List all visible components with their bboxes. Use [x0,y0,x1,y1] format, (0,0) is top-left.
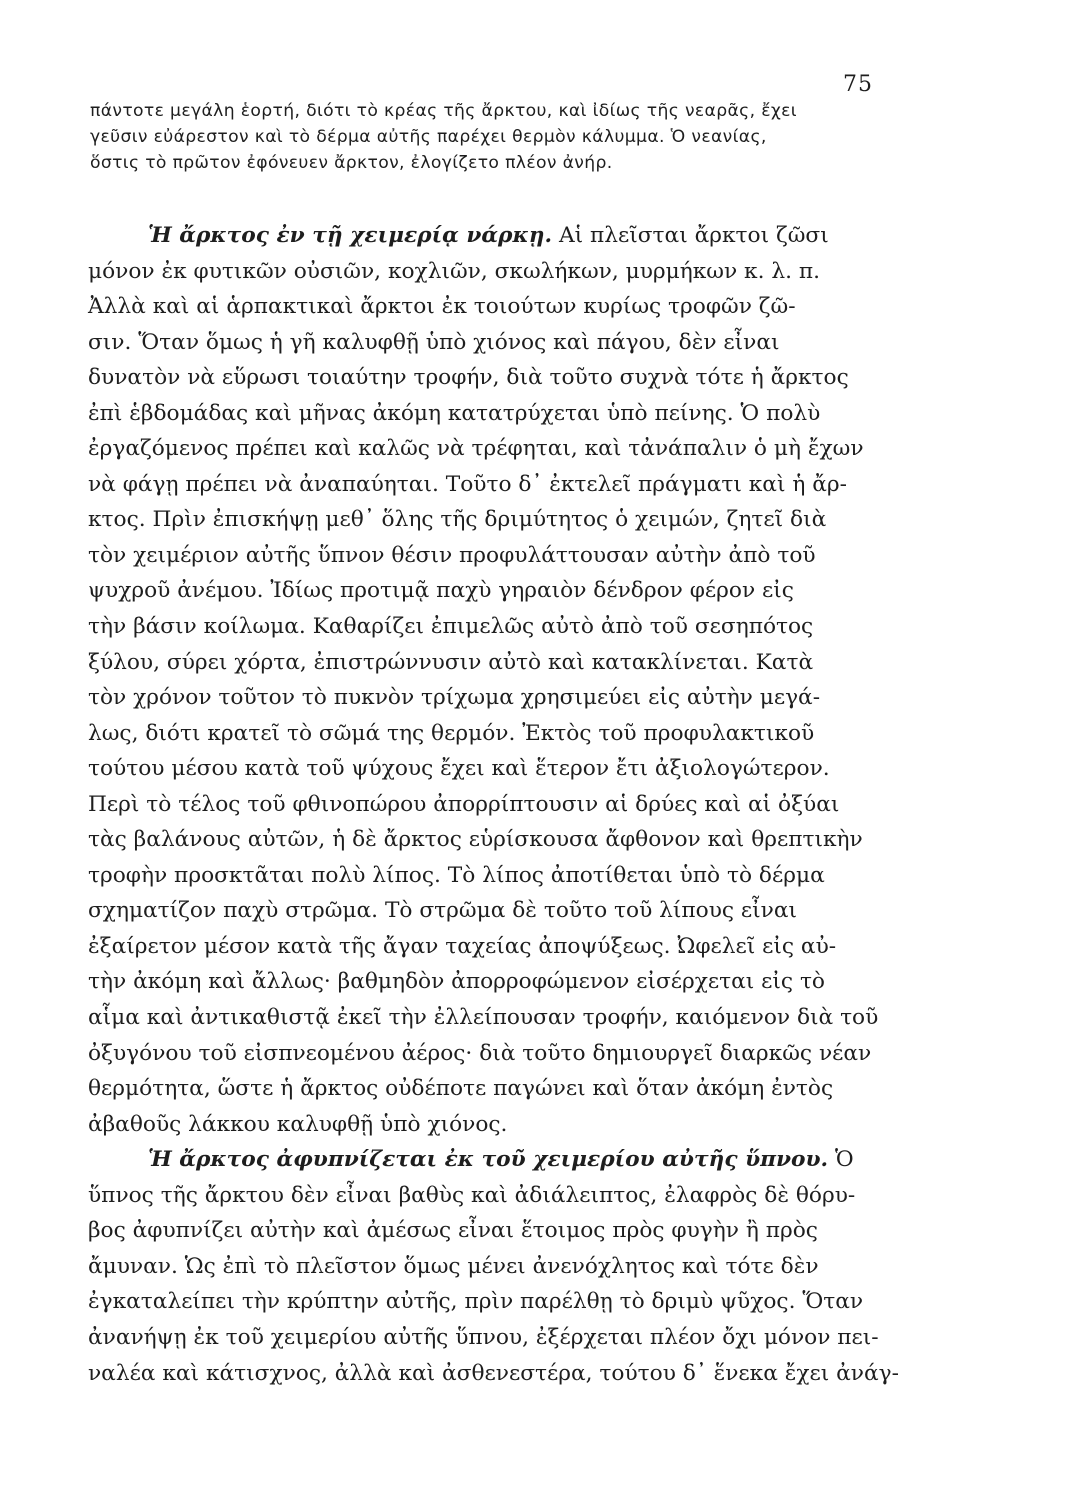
text-line: σιν. Ὅταν ὅμως ἡ γῆ καλυφθῇ ὑπὸ χιόνος καὶ πάγου, δὲν εἶναι [88,329,780,355]
text-line: τροφὴν προσκτᾶται πολὺ λίπος. Τὸ λίπος ἀποτίθεται ὑπὸ τὸ δέρμα [88,862,825,888]
text-line: Ἀλλὰ καὶ αἱ ἁρπακτικαὶ ἄρκτοι ἐκ τοιούτων κυρίως τροφῶν ζῶ- [88,294,796,320]
text-line: τούτου μέσου κατὰ τοῦ ψύχους ἔχει καὶ ἕτερον ἔτι ἀξιολογώτερον. [88,756,830,782]
section-bear-awakening [88,1142,938,1391]
text-line: ὀξυγόνου τοῦ εἰσπνεομένου ἀέρος· διὰ τοῦτο δημιουργεῖ διαρκῶς νέαν [88,1040,872,1066]
body-text: Ὁ [835,1147,854,1173]
text-line: ψυχροῦ ἀνέμου. Ἰδίως προτιμᾷ παχὺ γηραιὸν δένδρον φέρον εἰς [88,578,794,604]
text-line: τὰς βαλάνους αὐτῶν, ἡ δὲ ἄρκτος εὑρίσκουσα ἄφθονον καὶ θρεπτικὴν [88,827,863,853]
section-heading: Ἡ ἄρκτος ἀφυπνίζεται ἐκ τοῦ χειμερίου αὐτῆς ὕπνου. [148,1147,829,1173]
text-line: μόνον ἐκ φυτικῶν οὐσιῶν, κοχλιῶν, σκωλήκων, μυρμήκων κ. λ. π. [88,258,821,284]
text-line: τὸν χρόνον τοῦτον τὸ πυκνὸν τρίχωμα χρησιμεύει εἰς αὐτὴν μεγά- [88,685,821,711]
text-line: ἐξαίρετον μέσον κατὰ τῆς ἄγαν ταχείας ἀποψύξεως. Ὠφελεῖ εἰς αὐ- [88,933,837,959]
section-heading: Ἡ ἄρκτος ἐν τῇ χειμερίᾳ νάρκῃ. [148,223,553,248]
text-line: ἄμυναν. Ὡς ἐπὶ τὸ πλεῖστον ὅμως μένει ἀνενόχλητος καὶ τότε δὲν [88,1253,819,1279]
section-bear-winter-sleep [88,218,938,1142]
body-text: Αἱ πλεῖσται ἄρκτοι ζῶσι [558,223,829,248]
intro-line: πάντοτε μεγάλη ἑορτή, διότι τὸ κρέας τῆς ἄρκτου, καὶ ἰδίως τῆς νεαρᾶς, ἔχει [90,101,797,121]
section-first-line [88,218,938,254]
text-line: Περὶ τὸ τέλος τοῦ φθινοπώρου ἀπορρίπτουσιν αἱ δρύες καὶ αἱ ὀξύαι [88,791,840,817]
text-line: ἐπὶ ἑβδομάδας καὶ μῆνας ἀκόμη κατατρύχεται ὑπὸ πείνης. Ὁ πολὺ [88,400,821,426]
intro-line: γεῦσιν εὐάρεστον καὶ τὸ δέρμα αὐτῆς παρέχει θερμὸν κάλυμμα. Ὁ νεανίας, [90,127,767,147]
text-line: νὰ φάγῃ πρέπει νὰ ἀναπαύηται. Τοῦτο δ᾽ ἐκτελεῖ πράγματι καὶ ἡ ἄρ- [88,471,847,497]
page-number: 75 [843,72,873,97]
text-line: ἐγκαταλείπει τὴν κρύπτην αὐτῆς, πρὶν παρέλθῃ τὸ δριμὺ ψῦχος. Ὅταν [88,1289,864,1315]
text-line: λως, διότι κρατεῖ τὸ σῶμά της θερμόν. Ἐκτὸς τοῦ προφυλακτικοῦ [88,720,815,746]
text-line: τὸν χειμέριον αὐτῆς ὕπνον θέσιν προφυλάττουσαν αὐτὴν ἀπὸ τοῦ [88,542,816,568]
text-line: ναλέα καὶ κάτισχνος, ἀλλὰ καὶ ἀσθενεστέρα, τούτου δ᾽ ἕνεκα ἔχει ἀνάγ- [88,1360,899,1386]
text-line: ὕπνος τῆς ἄρκτου δὲν εἶναι βαθὺς καὶ ἀδιάλειπτος, ἐλαφρὸς δὲ θόρυ- [88,1182,856,1208]
text-line: ἀβαθοῦς λάκκου καλυφθῇ ὑπὸ χιόνος. [88,1111,508,1137]
text-line: ἀνανήψῃ ἐκ τοῦ χειμερίου αὐτῆς ὕπνου, ἐξέρχεται πλέον ὄχι μόνον πει- [88,1324,879,1350]
text-line: ἐργαζόμενος πρέπει καὶ καλῶς νὰ τρέφηται, καὶ τἀνάπαλιν ὁ μὴ ἔχων [88,436,864,462]
text-line: τὴν βάσιν κοίλωμα. Καθαρίζει ἐπιμελῶς αὐτὸ ἀπὸ τοῦ σεσηπότος [88,614,814,640]
text-line: τὴν ἀκόμη καὶ ἄλλως· βαθμηδὸν ἀπορροφώμενον εἰσέρχεται εἰς τὸ [88,969,825,995]
text-line: σχηματίζον παχὺ στρῶμα. Τὸ στρῶμα δὲ τοῦτο τοῦ λίπους εἶναι [88,898,798,924]
main-text [88,218,938,1391]
text-line: βος ἀφυπνίζει αὐτὴν καὶ ἀμέσως εἶναι ἕτοιμος πρὸς φυγὴν ἢ πρὸς [88,1218,818,1244]
intro-paragraph [90,98,935,176]
intro-line: ὅστις τὸ πρῶτον ἐφόνευεν ἄρκτον, ἐλογίζετο πλέον ἀνήρ. [90,153,613,173]
text-line: κτος. Πρὶν ἐπισκήψῃ μεθ᾽ ὅλης τῆς δριμύτητος ὁ χειμών, ζητεῖ διὰ [88,507,827,533]
text-line: ξύλου, σύρει χόρτα, ἐπιστρώννυσιν αὐτὸ καὶ κατακλίνεται. Κατὰ [88,649,814,675]
text-line: δυνατὸν νὰ εὕρωσι τοιαύτην τροφήν, διὰ τοῦτο συχνὰ τότε ἡ ἄρκτος [88,365,849,391]
section-first-line [88,1142,938,1178]
text-line: θερμότητα, ὥστε ἡ ἄρκτος οὐδέποτε παγώνει καὶ ὅταν ἀκόμη ἐντὸς [88,1076,834,1102]
text-line: αἷμα καὶ ἀντικαθιστᾷ ἐκεῖ τὴν ἐλλείπουσαν τροφήν, καιόμενον διὰ τοῦ [88,1005,879,1031]
